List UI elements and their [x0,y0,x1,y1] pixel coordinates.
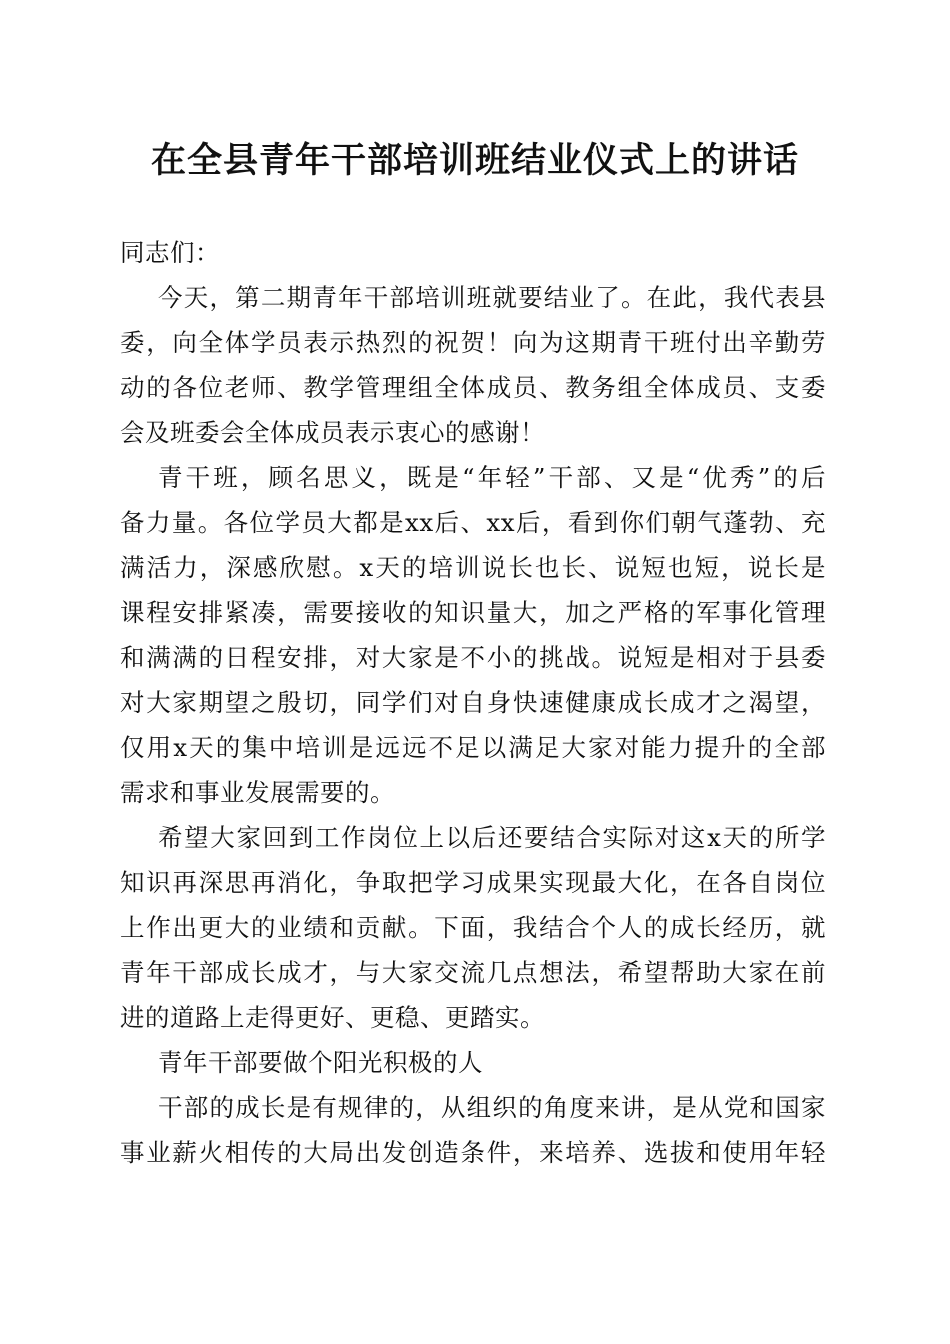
text-line: 青年干部要做个阳光积极的人 [158,1048,483,1077]
text-line: 对大家期望之殷切，同学们对自身快速健康成长成才之渴望， [120,688,826,717]
text-line: 委，向全体学员表示热烈的祝贺！向为这期青干班付出辛勤劳 [120,328,826,357]
text-line: 同志们： [120,238,220,267]
text-line: 和满满的日程安排，对大家是不小的挑战。说短是相对于县委 [120,643,826,672]
text-line: 青年干部成长成才，与大家交流几点想法，希望帮助大家在前 [120,958,826,987]
text-line: 青干班，顾名思义，既是“年轻”干部、又是“优秀”的后 [158,463,826,492]
text-line: 会及班委会全体成员表示衷心的感谢！ [120,418,545,447]
text-line: 仅用x天的集中培训是远远不足以满足大家对能力提升的全部 [120,733,826,762]
text-line: 需求和事业发展需要的。 [120,778,395,807]
text-line: 动的各位老师、教学管理组全体成员、教务组全体成员、支委 [120,373,826,402]
text-line: 满活力，深感欣慰。x天的培训说长也长、说短也短，说长是 [120,553,826,582]
text-line: 今天，第二期青年干部培训班就要结业了。在此，我代表县 [158,283,826,312]
text-line: 备力量。各位学员大都是xx后、xx后，看到你们朝气蓬勃、充 [120,508,826,537]
text-line: 事业薪火相传的大局出发创造条件，来培养、选拔和使用年轻 [120,1138,826,1167]
text-line: 知识再深思再消化，争取把学习成果实现最大化，在各自岗位 [120,868,826,897]
text-line: 课程安排紧凑，需要接收的知识量大，加之严格的军事化管理 [120,598,826,627]
document-title: 在全县青年干部培训班结业仪式上的讲话 [150,140,799,181]
text-line: 希望大家回到工作岗位上以后还要结合实际对这x天的所学 [158,823,826,852]
text-line: 进的道路上走得更好、更稳、更踏实。 [120,1003,545,1032]
document-body [120,230,826,1175]
text-line: 上作出更大的业绩和贡献。下面，我结合个人的成长经历，就 [120,913,826,942]
text-line: 干部的成长是有规律的，从组织的角度来讲，是从党和国家 [158,1093,826,1122]
